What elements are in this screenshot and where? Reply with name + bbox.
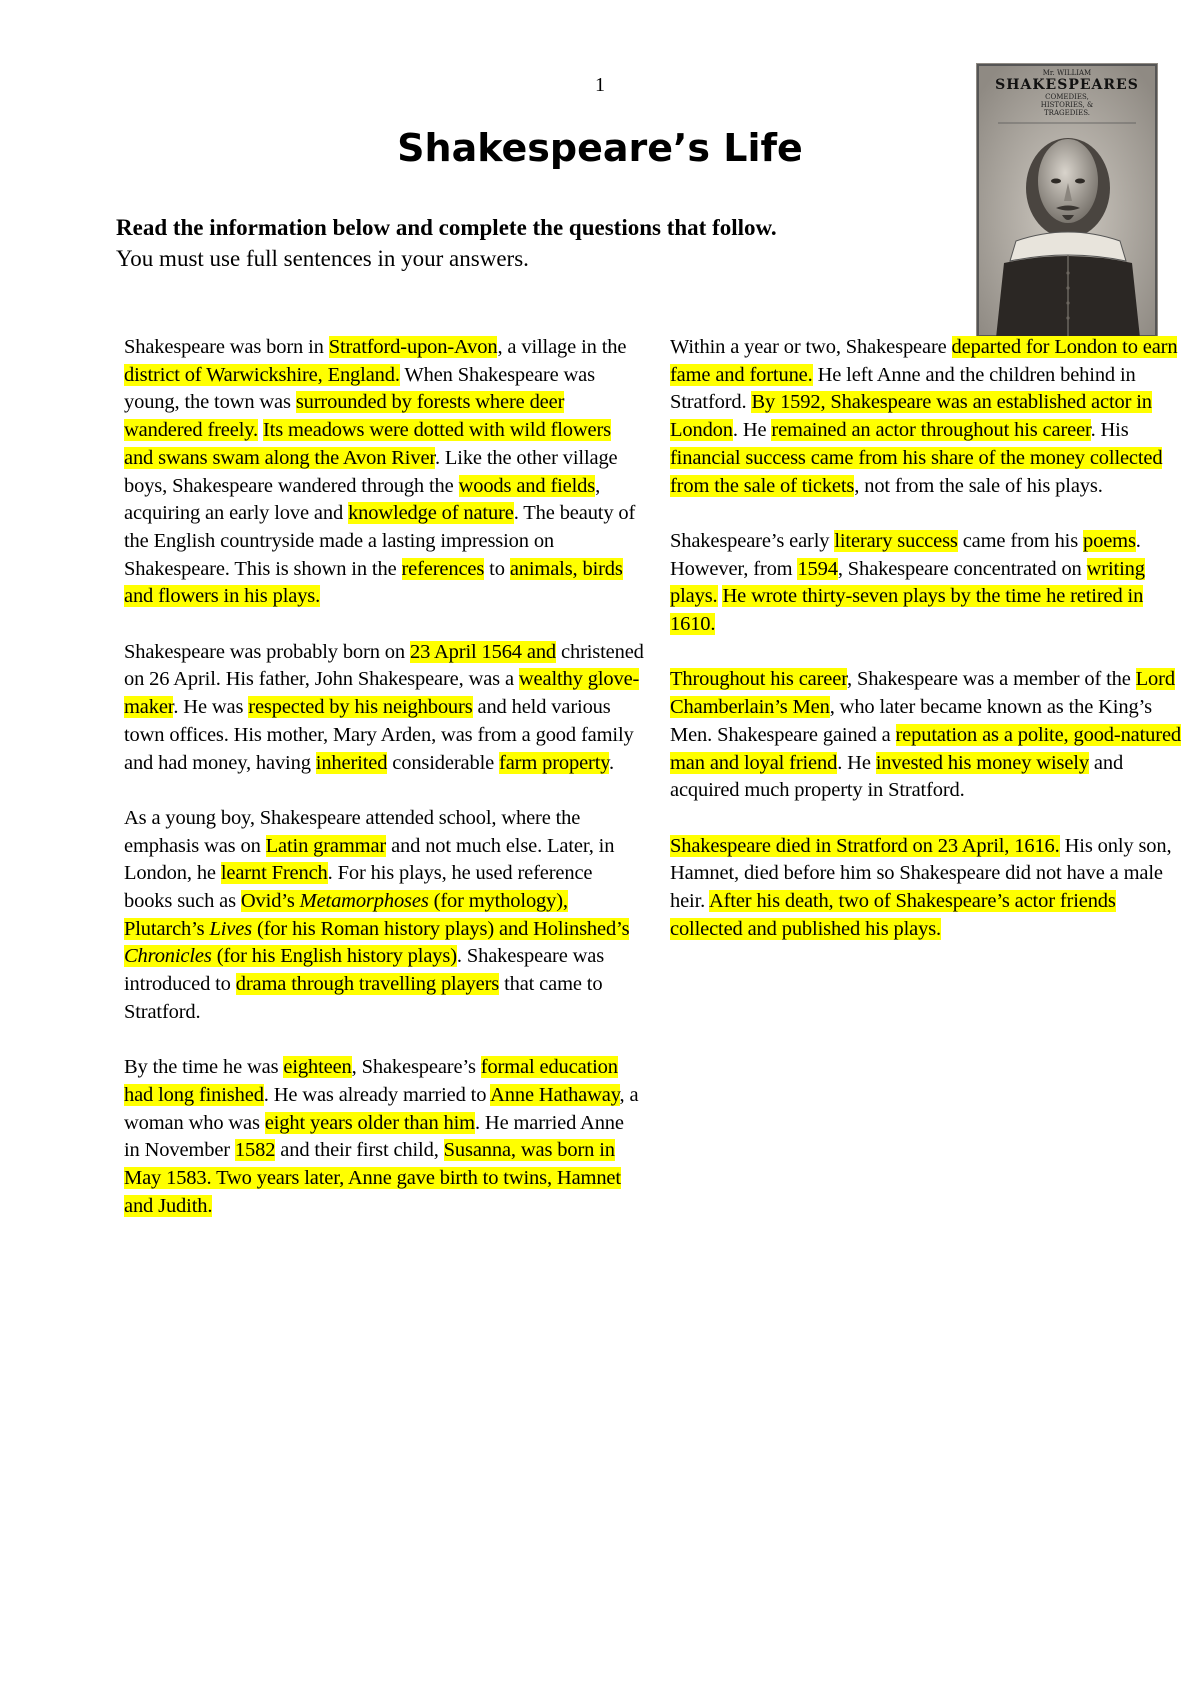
highlighted-text: knowledge of nature — [348, 502, 514, 525]
body-paragraph — [670, 833, 1190, 944]
body-text: . Shakespeare was introduced to — [124, 945, 605, 996]
highlighted-text: respected by his neighbours — [248, 696, 473, 719]
body-text: and their first child, — [275, 1139, 444, 1162]
highlighted-text: district of Warwickshire, England. — [124, 363, 400, 386]
body-text: . Like the other village boys, Shakespeare wandered through the — [124, 446, 618, 497]
instruction-normal: You must use full sentences in your answers. — [116, 246, 529, 271]
body-text: , Shakespeare was a member of the — [847, 668, 1136, 691]
body-text: , a woman who was — [124, 1083, 639, 1134]
body-text: considerable — [387, 751, 500, 774]
highlighted-text: By 1592, Shakespeare was an established actor in London — [670, 391, 1152, 442]
body-text: christened on 26 April. His father, John Shakespeare, was a — [124, 640, 644, 691]
body-paragraph — [670, 334, 1190, 500]
highlighted-text: Anne Hathaway — [490, 1083, 620, 1106]
body-paragraph — [670, 528, 1190, 639]
highlighted-text: formal education had long finished — [124, 1056, 618, 1106]
portrait-caption-2: SHAKESPEARES — [995, 77, 1139, 93]
highlighted-text: inherited — [315, 751, 388, 774]
body-text: and acquired much property in Stratford. — [670, 751, 1124, 802]
body-paragraph — [124, 1054, 644, 1220]
instructions — [116, 212, 777, 274]
page-number: 1 — [595, 74, 605, 96]
highlighted-text: references — [401, 557, 485, 580]
highlighted-text: wealthy glove-maker — [124, 668, 640, 719]
body-text: . For his plays, he used reference books such as — [124, 862, 593, 913]
highlighted-text: Chronicles — [124, 945, 212, 968]
body-text: He left Anne and the children behind in Stratford. — [670, 363, 1136, 414]
body-text: , not from the sale of his plays. — [854, 474, 1103, 497]
body-text: . His — [1090, 419, 1129, 442]
body-paragraph — [124, 334, 644, 611]
portrait-caption-1: Mr. WILLIAM — [1042, 69, 1092, 77]
body-paragraph — [670, 666, 1190, 805]
body-text: His only son, Hamnet, died before him so Shakespeare did not have a male heir. — [670, 834, 1172, 913]
text-column-right — [670, 334, 1190, 971]
body-text: . He — [732, 419, 772, 442]
body-text: came from his — [957, 529, 1084, 552]
portrait-caption-5: TRAGEDIES. — [1044, 109, 1090, 117]
body-text: . — [609, 751, 615, 774]
body-text: Shakespeare’s early — [670, 529, 835, 552]
body-text: As a young boy, Shakespeare attended school, where the emphasis was on — [124, 806, 581, 857]
highlighted-text: financial success came from his share of the money collected from the sale of tickets — [670, 446, 1163, 497]
highlighted-text: (for mythology), Plutarch’s — [124, 890, 568, 940]
page-title: Shakespeare’s Life — [397, 126, 803, 170]
highlighted-text: woods and fields — [458, 474, 596, 497]
shakespeare-portrait-icon — [976, 63, 1158, 338]
body-text: . He was already married to — [263, 1083, 491, 1106]
highlighted-text: 1582 — [234, 1139, 276, 1162]
highlighted-text: 23 April 1564 and — [409, 640, 557, 663]
highlighted-text: 1594 — [797, 557, 838, 580]
highlighted-text: reputation as a polite, good-natured man and loyal friend — [670, 723, 1181, 774]
body-text: , Shakespeare concentrated on — [837, 557, 1087, 580]
highlighted-text: eighteen — [283, 1056, 352, 1079]
body-text: and held various town offices. His mother, Mary Arden, was from a good family and had money, having — [124, 696, 634, 774]
text-column-left — [124, 334, 644, 1248]
highlighted-text: Latin grammar — [265, 834, 387, 857]
highlighted-text: drama through travelling players — [235, 973, 500, 996]
highlighted-text: (for his English history plays) — [211, 945, 457, 968]
highlighted-text: Metamorphoses — [299, 890, 429, 913]
highlighted-text: Lord Chamberlain’s Men — [670, 668, 1175, 719]
highlighted-text: Shakespeare died in Stratford on 23 April, 1616. — [670, 834, 1060, 857]
highlighted-text: Stratford-upon-Avon — [328, 336, 498, 358]
highlighted-text: departed for London to earn fame and fortune. — [670, 336, 1178, 386]
body-text: When Shakespeare was young, the town was — [124, 363, 595, 414]
highlighted-text: remained an actor throughout his career — [771, 419, 1091, 442]
body-paragraph — [124, 639, 644, 778]
body-text: that came to Stratford. — [124, 973, 603, 1023]
highlighted-text: After his death, two of Shakespeare’s actor friends collected and published his plays. — [670, 890, 1116, 940]
highlighted-text: farm property — [499, 751, 610, 774]
body-text: Shakespeare was born in — [124, 336, 329, 358]
body-text: , a village in the — [497, 336, 627, 358]
highlighted-text: Lives — [209, 917, 252, 940]
highlighted-text: (for his Roman history plays) and Holinshed’s — [252, 917, 630, 940]
highlighted-text: eight years older than him — [264, 1111, 475, 1134]
body-text: . The beauty of the English countryside made a lasting impression on Shakespeare. This is shown in the — [124, 502, 636, 580]
highlighted-text: Its meadows were dotted with wild flowers and swans swam along the Avon River — [124, 419, 611, 469]
body-text: , Shakespeare’s — [351, 1056, 481, 1079]
body-text: to — [484, 557, 510, 580]
body-text: and not much else. Later, in London, he — [124, 834, 615, 885]
body-text: By the time he was — [124, 1056, 284, 1079]
highlighted-text: He wrote thirty-seven plays by the time he retired in 1610. — [670, 585, 1144, 636]
body-text: Within a year or two, Shakespeare — [670, 336, 952, 358]
body-text: . He married Anne in November — [124, 1111, 624, 1162]
highlighted-text: invested his money wisely — [875, 751, 1089, 774]
highlighted-text: surrounded by forests where deer wandered freely. — [124, 391, 565, 442]
body-text: . However, from — [670, 529, 1141, 580]
portrait-caption-3: COMEDIES, — [1045, 93, 1089, 101]
body-text: , acquiring an early love and — [124, 474, 601, 525]
body-paragraph — [124, 805, 644, 1027]
highlighted-text: Throughout his career — [670, 668, 848, 691]
portrait-caption-4: HISTORIES, & — [1040, 101, 1094, 109]
body-text: Shakespeare was probably born on — [124, 640, 410, 663]
highlighted-text: Susanna, was born in May 1583. Two years later, Anne gave birth to twins, Hamnet and Judith. — [124, 1139, 621, 1217]
highlighted-text: poems — [1083, 529, 1136, 552]
highlighted-text: animals, birds and flowers in his plays. — [124, 557, 623, 608]
instruction-bold: Read the information below and complete the questions that follow. — [116, 215, 777, 240]
highlighted-text: literary success — [834, 529, 958, 552]
body-text: . He was — [173, 696, 249, 719]
highlighted-text: writing plays. — [670, 557, 1145, 608]
highlighted-text: Ovid’s — [240, 890, 300, 913]
body-text: , who later became known as the King’s Men. Shakespeare gained a — [670, 696, 1152, 746]
highlighted-text: learnt French — [220, 862, 328, 885]
body-text: . He — [837, 751, 876, 774]
